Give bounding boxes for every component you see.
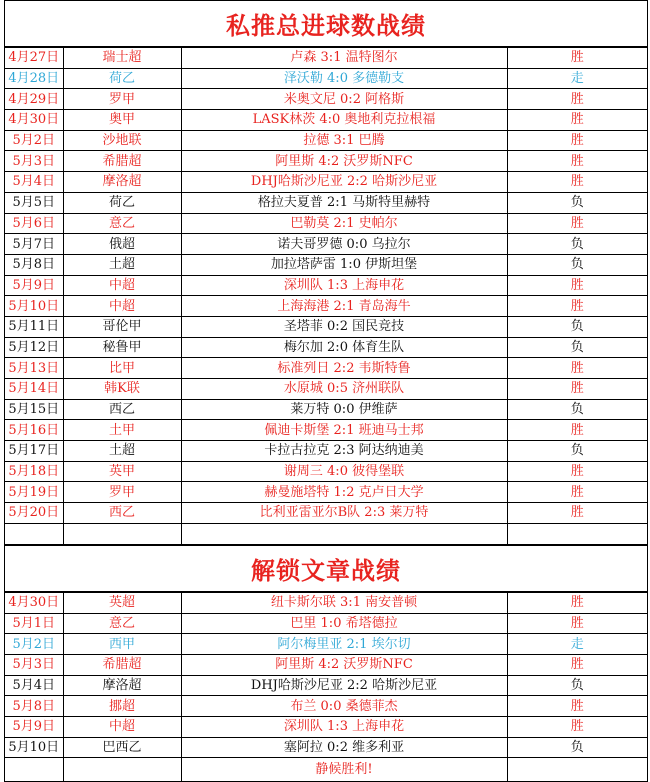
result-cell: 负 [507,192,647,213]
table-row [5,48,647,69]
league-cell: 比甲 [63,358,181,379]
table-row [5,654,647,675]
result-cell: 胜 [507,151,647,172]
result-cell: 负 [507,675,647,696]
league-cell: 希腊超 [63,151,181,172]
league-cell: 俄超 [63,234,181,255]
result-cell: 胜 [507,592,647,613]
match-cell: 赫曼施塔特 1:2 克卢日大学 [181,482,507,503]
result-cell: 胜 [507,213,647,234]
date-cell: 5月15日 [5,399,63,420]
result-cell: 负 [507,234,647,255]
league-cell: 意乙 [63,213,181,234]
table-row [5,675,647,696]
footer-text: 静候胜利! [181,758,507,782]
result-cell: 胜 [507,110,647,131]
table-row [5,592,647,613]
league-cell: 瑞士超 [63,48,181,69]
result-cell: 走 [507,68,647,89]
match-cell: 塞阿拉 0:2 维多利亚 [181,737,507,758]
match-cell: 梅尔加 2:0 体育生队 [181,337,507,358]
date-cell: 5月4日 [5,172,63,193]
date-cell: 5月3日 [5,654,63,675]
table-row [5,634,647,655]
match-cell: 纽卡斯尔联 3:1 南安普顿 [181,592,507,613]
result-cell: 胜 [507,482,647,503]
match-cell: LASK林茨 4:0 奥地利克拉根福 [181,110,507,131]
date-cell: 5月3日 [5,151,63,172]
date-cell: 5月16日 [5,420,63,441]
result-cell: 胜 [507,89,647,110]
league-cell: 中超 [63,716,181,737]
results-sheet [4,0,648,782]
footer-row [5,758,647,782]
league-cell: 秘鲁甲 [63,337,181,358]
match-cell: 卢森 3:1 温特图尔 [181,48,507,69]
table-row [5,89,647,110]
league-cell: 哥伦甲 [63,316,181,337]
table-row [5,461,647,482]
table-row [5,234,647,255]
match-cell: 深圳队 1:3 上海申花 [181,716,507,737]
match-cell: 圣塔菲 0:2 国民竞技 [181,316,507,337]
date-cell: 5月10日 [5,737,63,758]
table-row [5,275,647,296]
table-row [5,172,647,193]
section1-title: 私推总进球数战绩 [5,0,647,47]
match-cell: 布兰 0:0 桑德菲杰 [181,696,507,717]
league-cell: 韩K联 [63,379,181,400]
result-cell: 胜 [507,461,647,482]
result-cell: 胜 [507,275,647,296]
match-cell: DHJ哈斯沙尼亚 2:2 哈斯沙尼亚 [181,675,507,696]
table-row [5,613,647,634]
result-cell: 胜 [507,716,647,737]
result-cell: 胜 [507,379,647,400]
league-cell: 罗甲 [63,89,181,110]
section2-title: 解锁文章战绩 [5,545,647,592]
date-cell: 5月19日 [5,482,63,503]
table-row [5,482,647,503]
date-cell: 5月7日 [5,234,63,255]
date-cell: 4月30日 [5,592,63,613]
blank-row [5,523,647,544]
league-cell: 巴西乙 [63,737,181,758]
result-cell: 负 [507,316,647,337]
date-cell: 5月9日 [5,716,63,737]
date-cell: 5月20日 [5,503,63,524]
result-cell: 负 [507,254,647,275]
league-cell: 意乙 [63,613,181,634]
league-cell: 荷乙 [63,192,181,213]
result-cell: 负 [507,337,647,358]
result-cell: 胜 [507,503,647,524]
table-row [5,110,647,131]
match-cell: 卡拉古拉克 2:3 阿达纳迪美 [181,441,507,462]
date-cell: 4月28日 [5,68,63,89]
match-cell: 米奥文尼 0:2 阿格斯 [181,89,507,110]
table-row [5,716,647,737]
match-cell: 巴里 1:0 希塔德拉 [181,613,507,634]
match-cell: 谢周三 4:0 彼得堡联 [181,461,507,482]
date-cell: 4月30日 [5,110,63,131]
table-row [5,696,647,717]
result-cell: 胜 [507,613,647,634]
result-cell: 胜 [507,48,647,69]
date-cell: 5月12日 [5,337,63,358]
table-row [5,379,647,400]
league-cell: 沙地联 [63,130,181,151]
table-row [5,337,647,358]
result-cell: 负 [507,441,647,462]
league-cell: 希腊超 [63,654,181,675]
match-cell: 格拉夫夏普 2:1 马斯特里赫特 [181,192,507,213]
date-cell: 5月13日 [5,358,63,379]
result-cell: 胜 [507,172,647,193]
result-cell: 胜 [507,130,647,151]
date-cell: 5月8日 [5,254,63,275]
date-cell: 5月1日 [5,613,63,634]
match-cell: 比利亚雷亚尔B队 2:3 莱万特 [181,503,507,524]
league-cell: 摩洛超 [63,675,181,696]
league-cell: 土甲 [63,420,181,441]
league-cell: 挪超 [63,696,181,717]
date-cell: 4月29日 [5,89,63,110]
table-row [5,68,647,89]
table-row [5,213,647,234]
date-cell: 5月2日 [5,130,63,151]
league-cell: 荷乙 [63,68,181,89]
match-cell: 巴勒莫 2:1 史帕尔 [181,213,507,234]
match-cell: 拉德 3:1 巴腾 [181,130,507,151]
table-row [5,296,647,317]
table-row [5,358,647,379]
match-cell: 阿尔梅里亚 2:1 埃尔切 [181,634,507,655]
league-cell: 英超 [63,592,181,613]
result-cell: 胜 [507,696,647,717]
section1-table [5,47,647,545]
match-cell: 泽沃勒 4:0 多德勒支 [181,68,507,89]
date-cell: 5月10日 [5,296,63,317]
result-cell: 胜 [507,654,647,675]
date-cell: 5月17日 [5,441,63,462]
result-cell: 胜 [507,296,647,317]
result-cell: 负 [507,399,647,420]
result-cell: 走 [507,634,647,655]
date-cell: 5月9日 [5,275,63,296]
date-cell: 5月6日 [5,213,63,234]
table-row [5,254,647,275]
match-cell: 深圳队 1:3 上海申花 [181,275,507,296]
table-row [5,399,647,420]
league-cell: 西乙 [63,503,181,524]
date-cell: 5月8日 [5,696,63,717]
match-cell: 水原城 0:5 济州联队 [181,379,507,400]
table-row [5,737,647,758]
match-cell: 莱万特 0:0 伊维萨 [181,399,507,420]
league-cell: 土超 [63,441,181,462]
league-cell: 奥甲 [63,110,181,131]
table-row [5,151,647,172]
league-cell: 罗甲 [63,482,181,503]
table-row [5,420,647,441]
table-row [5,316,647,337]
table-row [5,503,647,524]
league-cell: 中超 [63,296,181,317]
match-cell: 佩迪卡斯堡 2:1 班迪马士邦 [181,420,507,441]
league-cell: 中超 [63,275,181,296]
table-row [5,192,647,213]
match-cell: 标准列日 2:2 韦斯特鲁 [181,358,507,379]
result-cell: 胜 [507,420,647,441]
date-cell: 5月5日 [5,192,63,213]
table-row [5,130,647,151]
league-cell: 土超 [63,254,181,275]
league-cell: 摩洛超 [63,172,181,193]
match-cell: 阿里斯 4:2 沃罗斯NFC [181,151,507,172]
date-cell: 5月18日 [5,461,63,482]
date-cell: 5月14日 [5,379,63,400]
match-cell: 上海海港 2:1 青岛海牛 [181,296,507,317]
match-cell: 阿里斯 4:2 沃罗斯NFC [181,654,507,675]
date-cell: 5月4日 [5,675,63,696]
league-cell: 西乙 [63,399,181,420]
match-cell: DHJ哈斯沙尼亚 2:2 哈斯沙尼亚 [181,172,507,193]
match-cell: 诺夫哥罗德 0:0 乌拉尔 [181,234,507,255]
league-cell: 西甲 [63,634,181,655]
match-cell: 加拉塔萨雷 1:0 伊斯坦堡 [181,254,507,275]
league-cell: 英甲 [63,461,181,482]
date-cell: 4月27日 [5,48,63,69]
date-cell: 5月11日 [5,316,63,337]
date-cell: 5月2日 [5,634,63,655]
result-cell: 负 [507,737,647,758]
table-row [5,441,647,462]
result-cell: 胜 [507,358,647,379]
section2-table [5,592,647,782]
